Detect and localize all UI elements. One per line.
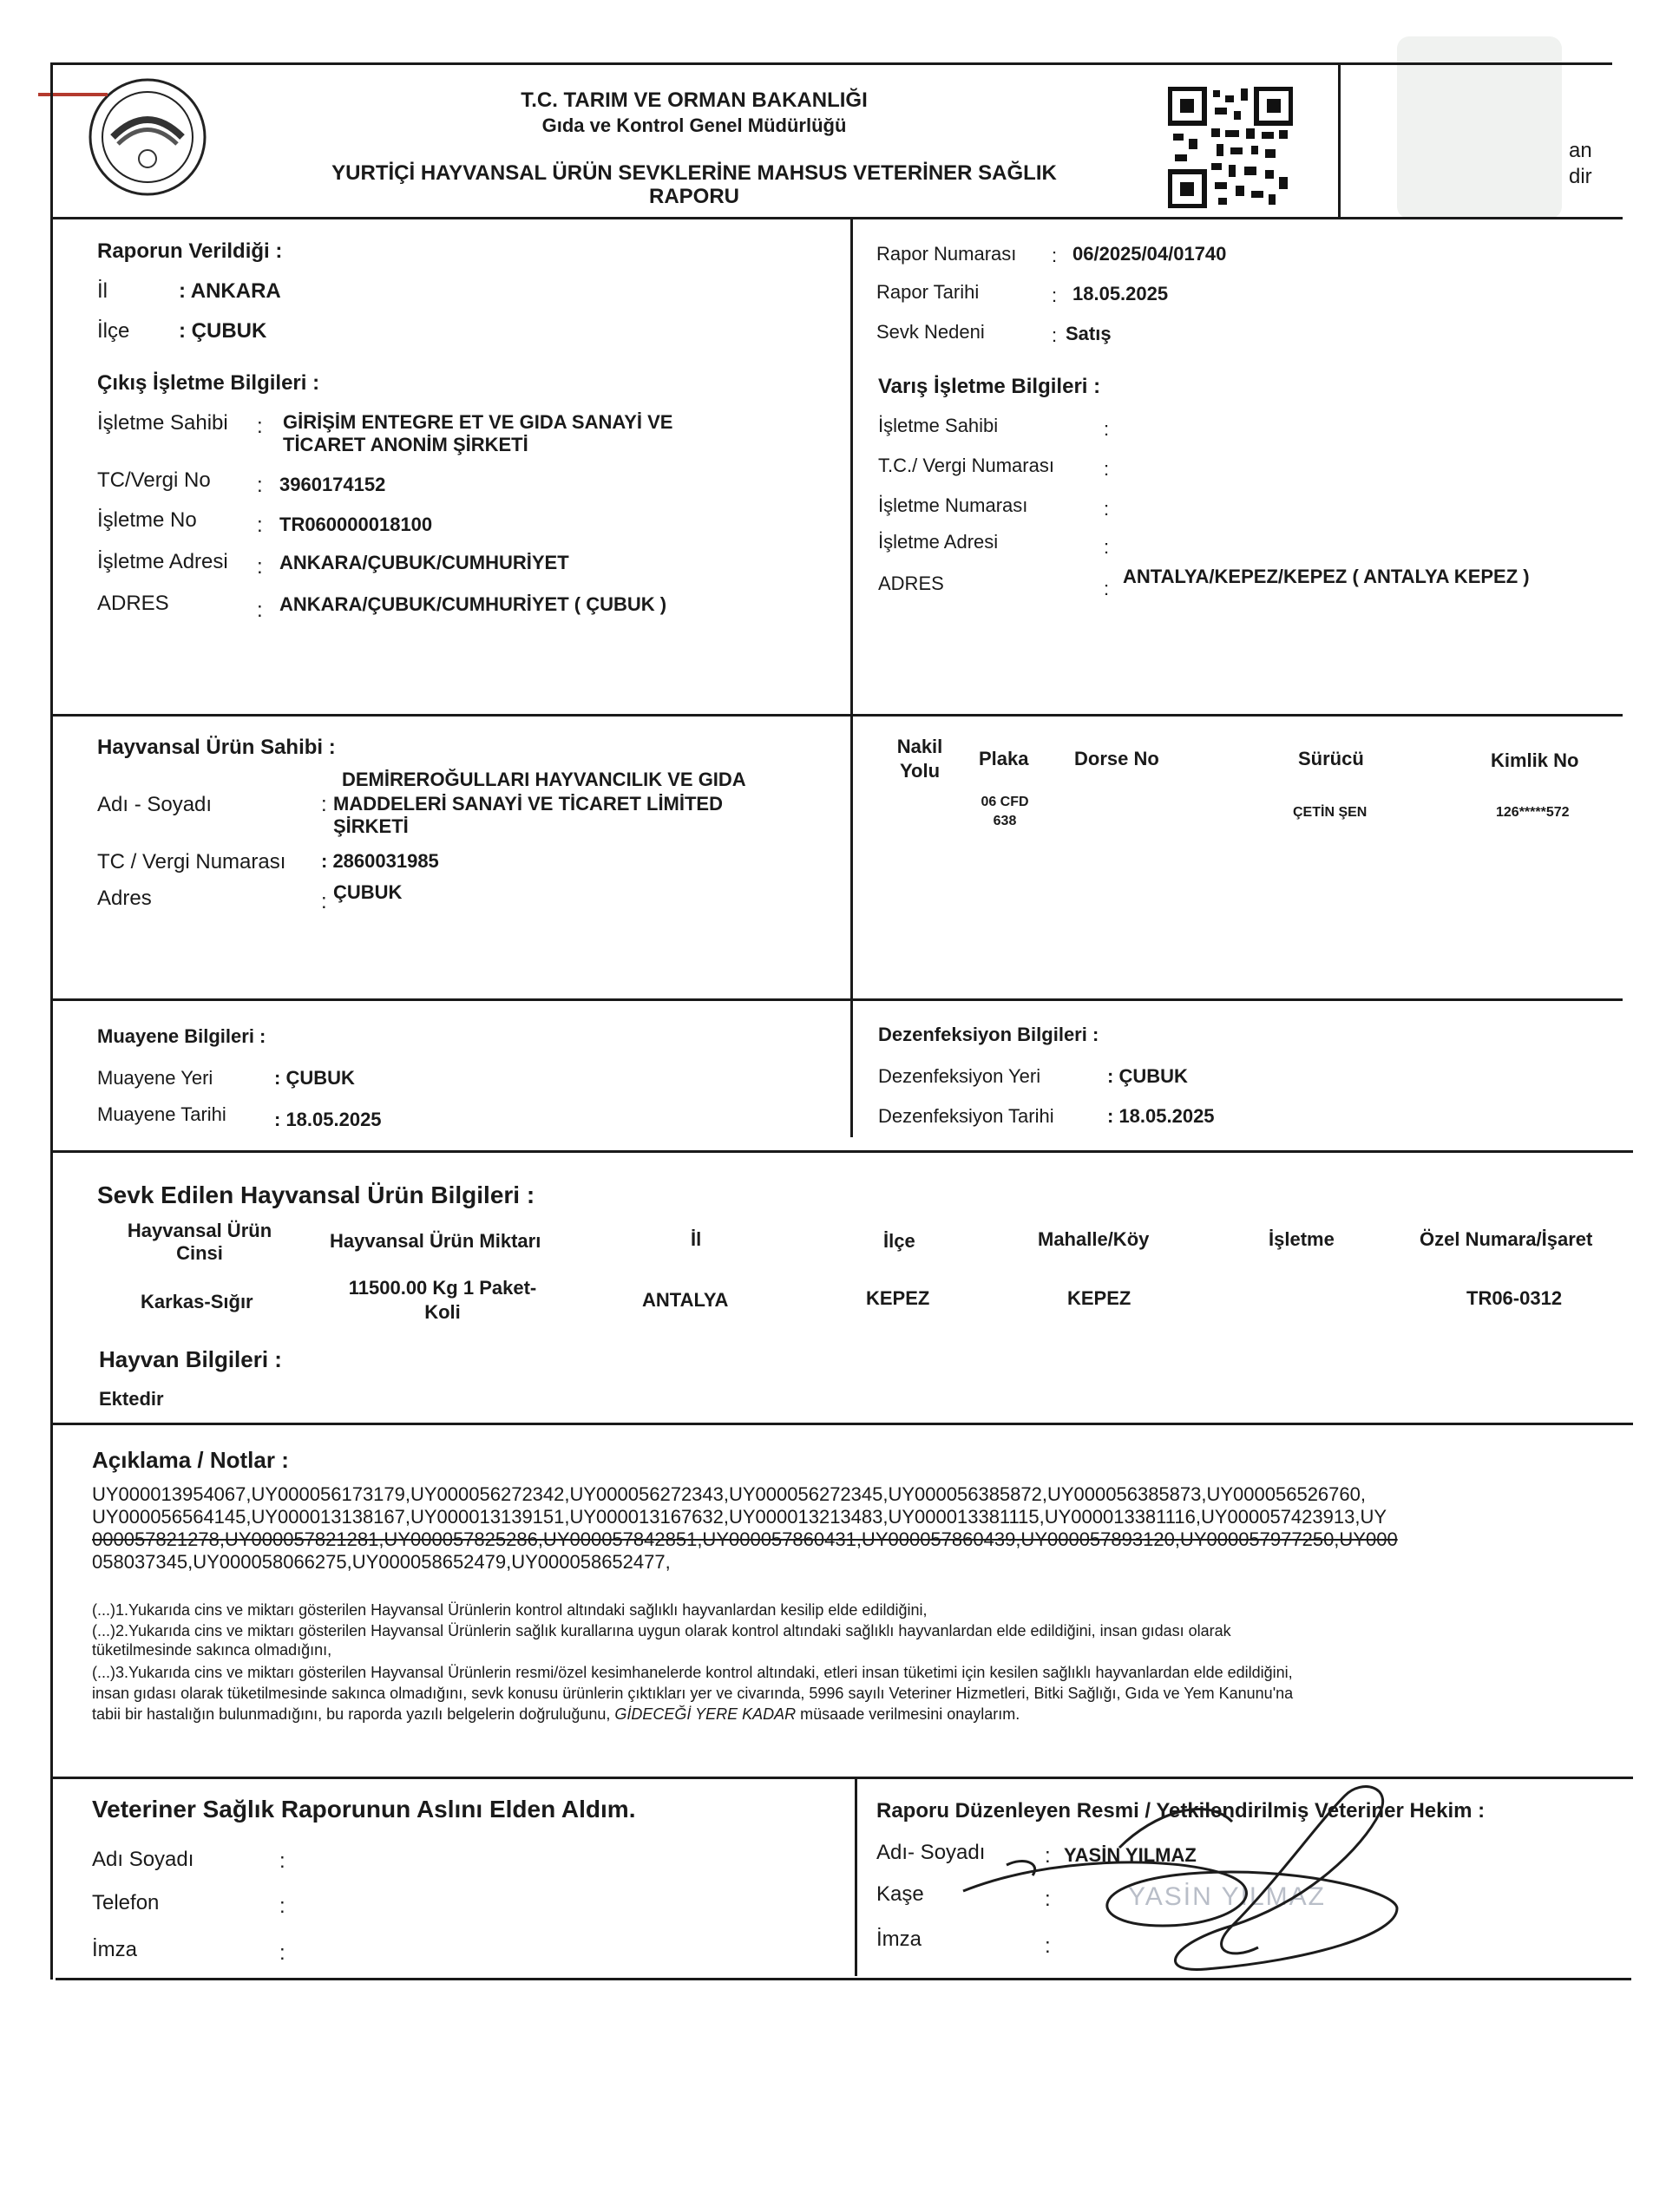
destination-no-label: İşletme Numarası (878, 494, 1028, 516)
vet-stamp-watermark: YASİN YILMAZ (1128, 1882, 1326, 1911)
product-owner-name-colon: : (321, 793, 327, 816)
origin-address-label: İşletme Adresi (97, 550, 228, 573)
transport-plate-line1: 06 CFD (981, 795, 1029, 809)
receipt-phone-colon: : (279, 1895, 285, 1918)
notes-cond2a: (...)2.Yukarıda cins ve miktarı gösterilen Hayvansal Ürünlerin sağlık kurallarına uygun olarak kontrol altındaki sağlıklı hayvanlardan elde edildiğini, insan gıdası olarak (92, 1622, 1231, 1639)
origin-no-label: İşletme No (97, 508, 197, 532)
report-reason-label: Sevk Nedeni (876, 321, 985, 343)
inspection-place-label: Muayene Yeri (97, 1067, 213, 1089)
destination-adres-label: ADRES (878, 573, 944, 594)
issued-il-value: : ANKARA (179, 279, 281, 303)
origin-owner-line1: GİRİŞİM ENTEGRE ET VE GIDA SANAYİ VE (283, 411, 673, 433)
shipment-row-ozel: TR06-0312 (1466, 1287, 1563, 1309)
transport-driver-label: Sürücü (1298, 748, 1364, 769)
mid-divider-2 (850, 714, 853, 1000)
notes-cond3a: (...)3.Yukarıda cins ve miktarı gösterilen Hayvansal Ürünlerin resmi/özel kesimhanelerde kontrol altındaki, etleri insan tüketimi için kesilen sağlıklı hayvanlardan elde edildiğini, (92, 1664, 1293, 1681)
shipment-col-type-2: Cinsi (176, 1242, 223, 1264)
origin-no-value: TR060000018100 (279, 514, 433, 535)
disinfection-heading: Dezenfeksiyon Bilgileri : (878, 1024, 1099, 1045)
destination-address-colon: : (1104, 536, 1110, 558)
shipment-row-amount-1: 11500.00 Kg 1 Paket- (348, 1277, 537, 1299)
report-title-line1: YURTİÇİ HAYVANSAL ÜRÜN SEVKLERİNE MAHSUS VETERİNER SAĞLIK (331, 161, 1057, 185)
receipt-name-label: Adı Soyadı (92, 1848, 194, 1871)
origin-owner-label: İşletme Sahibi (97, 411, 228, 435)
report-date-label: Rapor Tarihi (876, 281, 980, 303)
vet-name-value: YASİN YILMAZ (1064, 1844, 1197, 1866)
transport-plate-label: Plaka (979, 748, 1029, 769)
header-corner-text-2: dir (1569, 165, 1592, 188)
shipment-row-ilce: KEPEZ (866, 1287, 930, 1309)
destination-heading: Varış İşletme Bilgileri : (878, 375, 1101, 398)
notes-cond1: (...)1.Yukarıda cins ve miktarı gösterilen Hayvansal Ürünlerin kontrol altındaki sağlıklı hayvanlardan kesilip elde edildiğini, (92, 1601, 928, 1619)
origin-adres-colon: : (257, 599, 263, 622)
issued-ilce-value: : ÇUBUK (179, 319, 267, 343)
vet-stamp-label: Kaşe (876, 1882, 924, 1906)
origin-tax-value: 3960174152 (279, 474, 386, 495)
inspection-heading: Muayene Bilgileri : (97, 1025, 266, 1047)
mid-divider-3 (850, 998, 853, 1137)
frame-bottom-line (56, 1978, 1631, 1980)
vet-name-label: Adı- Soyadı (876, 1841, 986, 1864)
disinfection-place-value: : ÇUBUK (1107, 1065, 1188, 1087)
shipment-row-type: Karkas-Sığır (141, 1291, 253, 1312)
vet-sign-colon: : (1045, 1934, 1051, 1958)
notes-cond3c-pre: tabii bir hastalığın bulunmadığını, bu raporda yazılı belgelerin doğruluğunu, (92, 1705, 611, 1723)
destination-owner-label: İşletme Sahibi (878, 415, 999, 436)
report-number-colon: : (1052, 245, 1058, 266)
shipment-col-il: İl (691, 1228, 702, 1250)
origin-heading: Çıkış İşletme Bilgileri : (97, 371, 320, 395)
origin-adres-label: ADRES (97, 592, 169, 615)
origin-address-colon: : (257, 555, 263, 579)
report-date-colon: : (1052, 285, 1058, 306)
receipt-name-colon: : (279, 1849, 285, 1873)
product-owner-name-label: Adı - Soyadı (97, 793, 213, 816)
product-owner-name-line3: ŞİRKETİ (333, 815, 409, 837)
shipment-row-amount-2: Koli (424, 1301, 461, 1323)
shipment-row-mahalle: KEPEZ (1067, 1287, 1131, 1309)
section-line-4 (50, 1150, 1633, 1153)
ministry-name: T.C. TARIM VE ORMAN BAKANLIĞI (521, 88, 868, 112)
shipment-col-amount: Hayvansal Ürün Miktarı (330, 1230, 541, 1252)
notes-cond3c (92, 1705, 1020, 1724)
shipment-col-ilce: İlçe (883, 1230, 915, 1252)
origin-no-colon: : (257, 514, 263, 537)
frame-top-line (50, 62, 1612, 65)
shipment-col-ozel: Özel Numara/İşaret (1420, 1228, 1593, 1250)
product-owner-name-line1: DEMİREROĞULLARI HAYVANCILIK VE GIDA (342, 769, 746, 790)
receipt-heading: Veteriner Sağlık Raporunun Aslını Elden Aldım. (92, 1796, 636, 1823)
vet-signature (946, 1761, 1432, 1978)
vet-name-colon: : (1045, 1844, 1051, 1868)
product-owner-name-line2: MADDELERİ SANAYİ VE TİCARET LİMİTED (333, 793, 723, 815)
receipt-phone-label: Telefon (92, 1891, 160, 1914)
report-reason-value: Satış (1066, 323, 1112, 344)
notes-cond3c-post: müsaade verilmesini onaylarım. (800, 1705, 1020, 1723)
notes-cond3c-italic: GİDECEĞİ YERE KADAR (614, 1705, 797, 1723)
animal-heading: Hayvan Bilgileri : (99, 1346, 282, 1372)
transport-trailer-label: Dorse No (1074, 748, 1159, 769)
vet-stamp-colon: : (1045, 1888, 1051, 1911)
mid-divider-1 (850, 217, 853, 716)
frame-left-line (50, 62, 53, 1980)
destination-owner-colon: : (1104, 418, 1110, 440)
inspection-place-value: : ÇUBUK (274, 1067, 355, 1089)
section-line-2 (50, 714, 1623, 717)
transport-driver-value: ÇETİN ŞEN (1293, 805, 1368, 820)
disinfection-date-label: Dezenfeksiyon Tarihi (878, 1105, 1054, 1127)
disinfection-place-label: Dezenfeksiyon Yeri (878, 1065, 1041, 1087)
product-owner-address-colon: : (321, 890, 327, 913)
origin-address-value: ANKARA/ÇUBUK/CUMHURİYET (279, 552, 569, 573)
receipt-sign-label: İmza (92, 1938, 138, 1961)
transport-id-label: Kimlik No (1491, 749, 1579, 771)
destination-address-label: İşletme Adresi (878, 531, 999, 553)
directorate-name: Gıda ve Kontrol Genel Müdürlüğü (541, 115, 847, 136)
product-owner-tax-label: TC / Vergi Numarası (97, 850, 286, 874)
transport-id-value: 126*****572 (1496, 805, 1570, 820)
origin-owner-colon: : (257, 415, 263, 438)
destination-adres-value: ANTALYA/KEPEZ/KEPEZ ( ANTALYA KEPEZ ) (1123, 566, 1530, 587)
destination-tax-colon: : (1104, 458, 1110, 480)
issued-ilce-label: İlçe (97, 319, 130, 343)
inspection-date-value: : 18.05.2025 (274, 1109, 382, 1130)
origin-tax-colon: : (257, 474, 263, 497)
disinfection-date-value: : 18.05.2025 (1107, 1105, 1215, 1127)
product-owner-tax-value: : 2860031985 (321, 850, 439, 872)
product-owner-heading: Hayvansal Ürün Sahibi : (97, 736, 336, 759)
notes-line3: 000057821278,UY000057821281,UY000057825286,UY000057842851,UY000057860431,UY000057860439,UY000057893120,UY000057977250,UY000 (92, 1528, 1398, 1550)
vet-sign-label: İmza (876, 1927, 922, 1951)
shipment-col-mahalle: Mahalle/Köy (1038, 1228, 1150, 1250)
product-owner-address-value: ÇUBUK (333, 881, 403, 903)
transport-plate-line2: 638 (993, 814, 1017, 828)
report-number-label: Rapor Numarası (876, 243, 1017, 265)
notes-heading: Açıklama / Notlar : (92, 1447, 289, 1473)
red-mark (38, 93, 108, 96)
animal-value: Ektedir (99, 1388, 164, 1410)
transport-mode-label-1: Nakil (896, 736, 943, 757)
shipment-heading: Sevk Edilen Hayvansal Ürün Bilgileri : (97, 1181, 535, 1208)
shipment-col-isletme: İşletme (1269, 1228, 1335, 1250)
mid-divider-4 (855, 1777, 857, 1976)
origin-owner-line2: TİCARET ANONİM ŞİRKETİ (283, 434, 528, 455)
notes-cond3b: insan gıdası olarak tüketilmesinde sakınca olmadığını, sevk konusu ürünlerin çıktıkları yer ve civarında, 5996 sayılı Veteriner Hizmetleri, Bitki Sağlığı, Gıda ve Yem Kanunu'na (92, 1685, 1294, 1702)
inspection-date-label: Muayene Tarihi (97, 1103, 226, 1125)
receipt-sign-colon: : (279, 1941, 285, 1965)
header-right-divider (1338, 62, 1341, 219)
issued-il-label: İl (97, 279, 108, 303)
destination-adres-colon: : (1104, 578, 1110, 599)
qr-code (1168, 87, 1293, 208)
origin-tax-label: TC/Vergi No (97, 468, 211, 492)
report-title-line2: RAPORU (648, 185, 739, 208)
section-line-5 (50, 1423, 1633, 1425)
header-bottom-line (50, 217, 1623, 219)
notes-line4: 058037345,UY000058066275,UY000058652479,UY000058652477, (92, 1551, 671, 1573)
product-owner-address-label: Adres (97, 887, 152, 910)
report-reason-colon: : (1052, 324, 1058, 346)
shipment-row-il: ANTALYA (642, 1289, 729, 1311)
report-number-value: 06/2025/04/01740 (1072, 243, 1227, 265)
section-line-3 (50, 998, 1623, 1001)
vet-heading: Raporu Düzenleyen Resmi / Yetkilendirilmiş Veteriner Hekim : (876, 1799, 1486, 1823)
shipment-col-type-1: Hayvansal Ürün (127, 1220, 272, 1241)
transport-mode-label-2: Yolu (899, 760, 941, 782)
destination-tax-label: T.C./ Vergi Numarası (878, 455, 1054, 476)
notes-line1: UY000013954067,UY000056173179,UY000056272342,UY000056272343,UY000056272345,UY000056385872,UY000056385873,UY000056526760, (92, 1483, 1366, 1505)
notes-line2: UY000056564145,UY000013138167,UY000013139151,UY000013167632,UY000013213483,UY000013381115,UY000013381116,UY000057423913,UY (92, 1506, 1387, 1528)
notes-cond2b: tüketilmesinde sakınca olmadığını, (92, 1641, 332, 1659)
destination-no-colon: : (1104, 498, 1110, 520)
origin-adres-value: ANKARA/ÇUBUK/CUMHURİYET ( ÇUBUK ) (279, 593, 667, 615)
report-date-value: 18.05.2025 (1072, 283, 1169, 304)
header-corner-text-1: an (1569, 139, 1592, 162)
issued-heading: Raporun Verildiği : (97, 239, 283, 263)
